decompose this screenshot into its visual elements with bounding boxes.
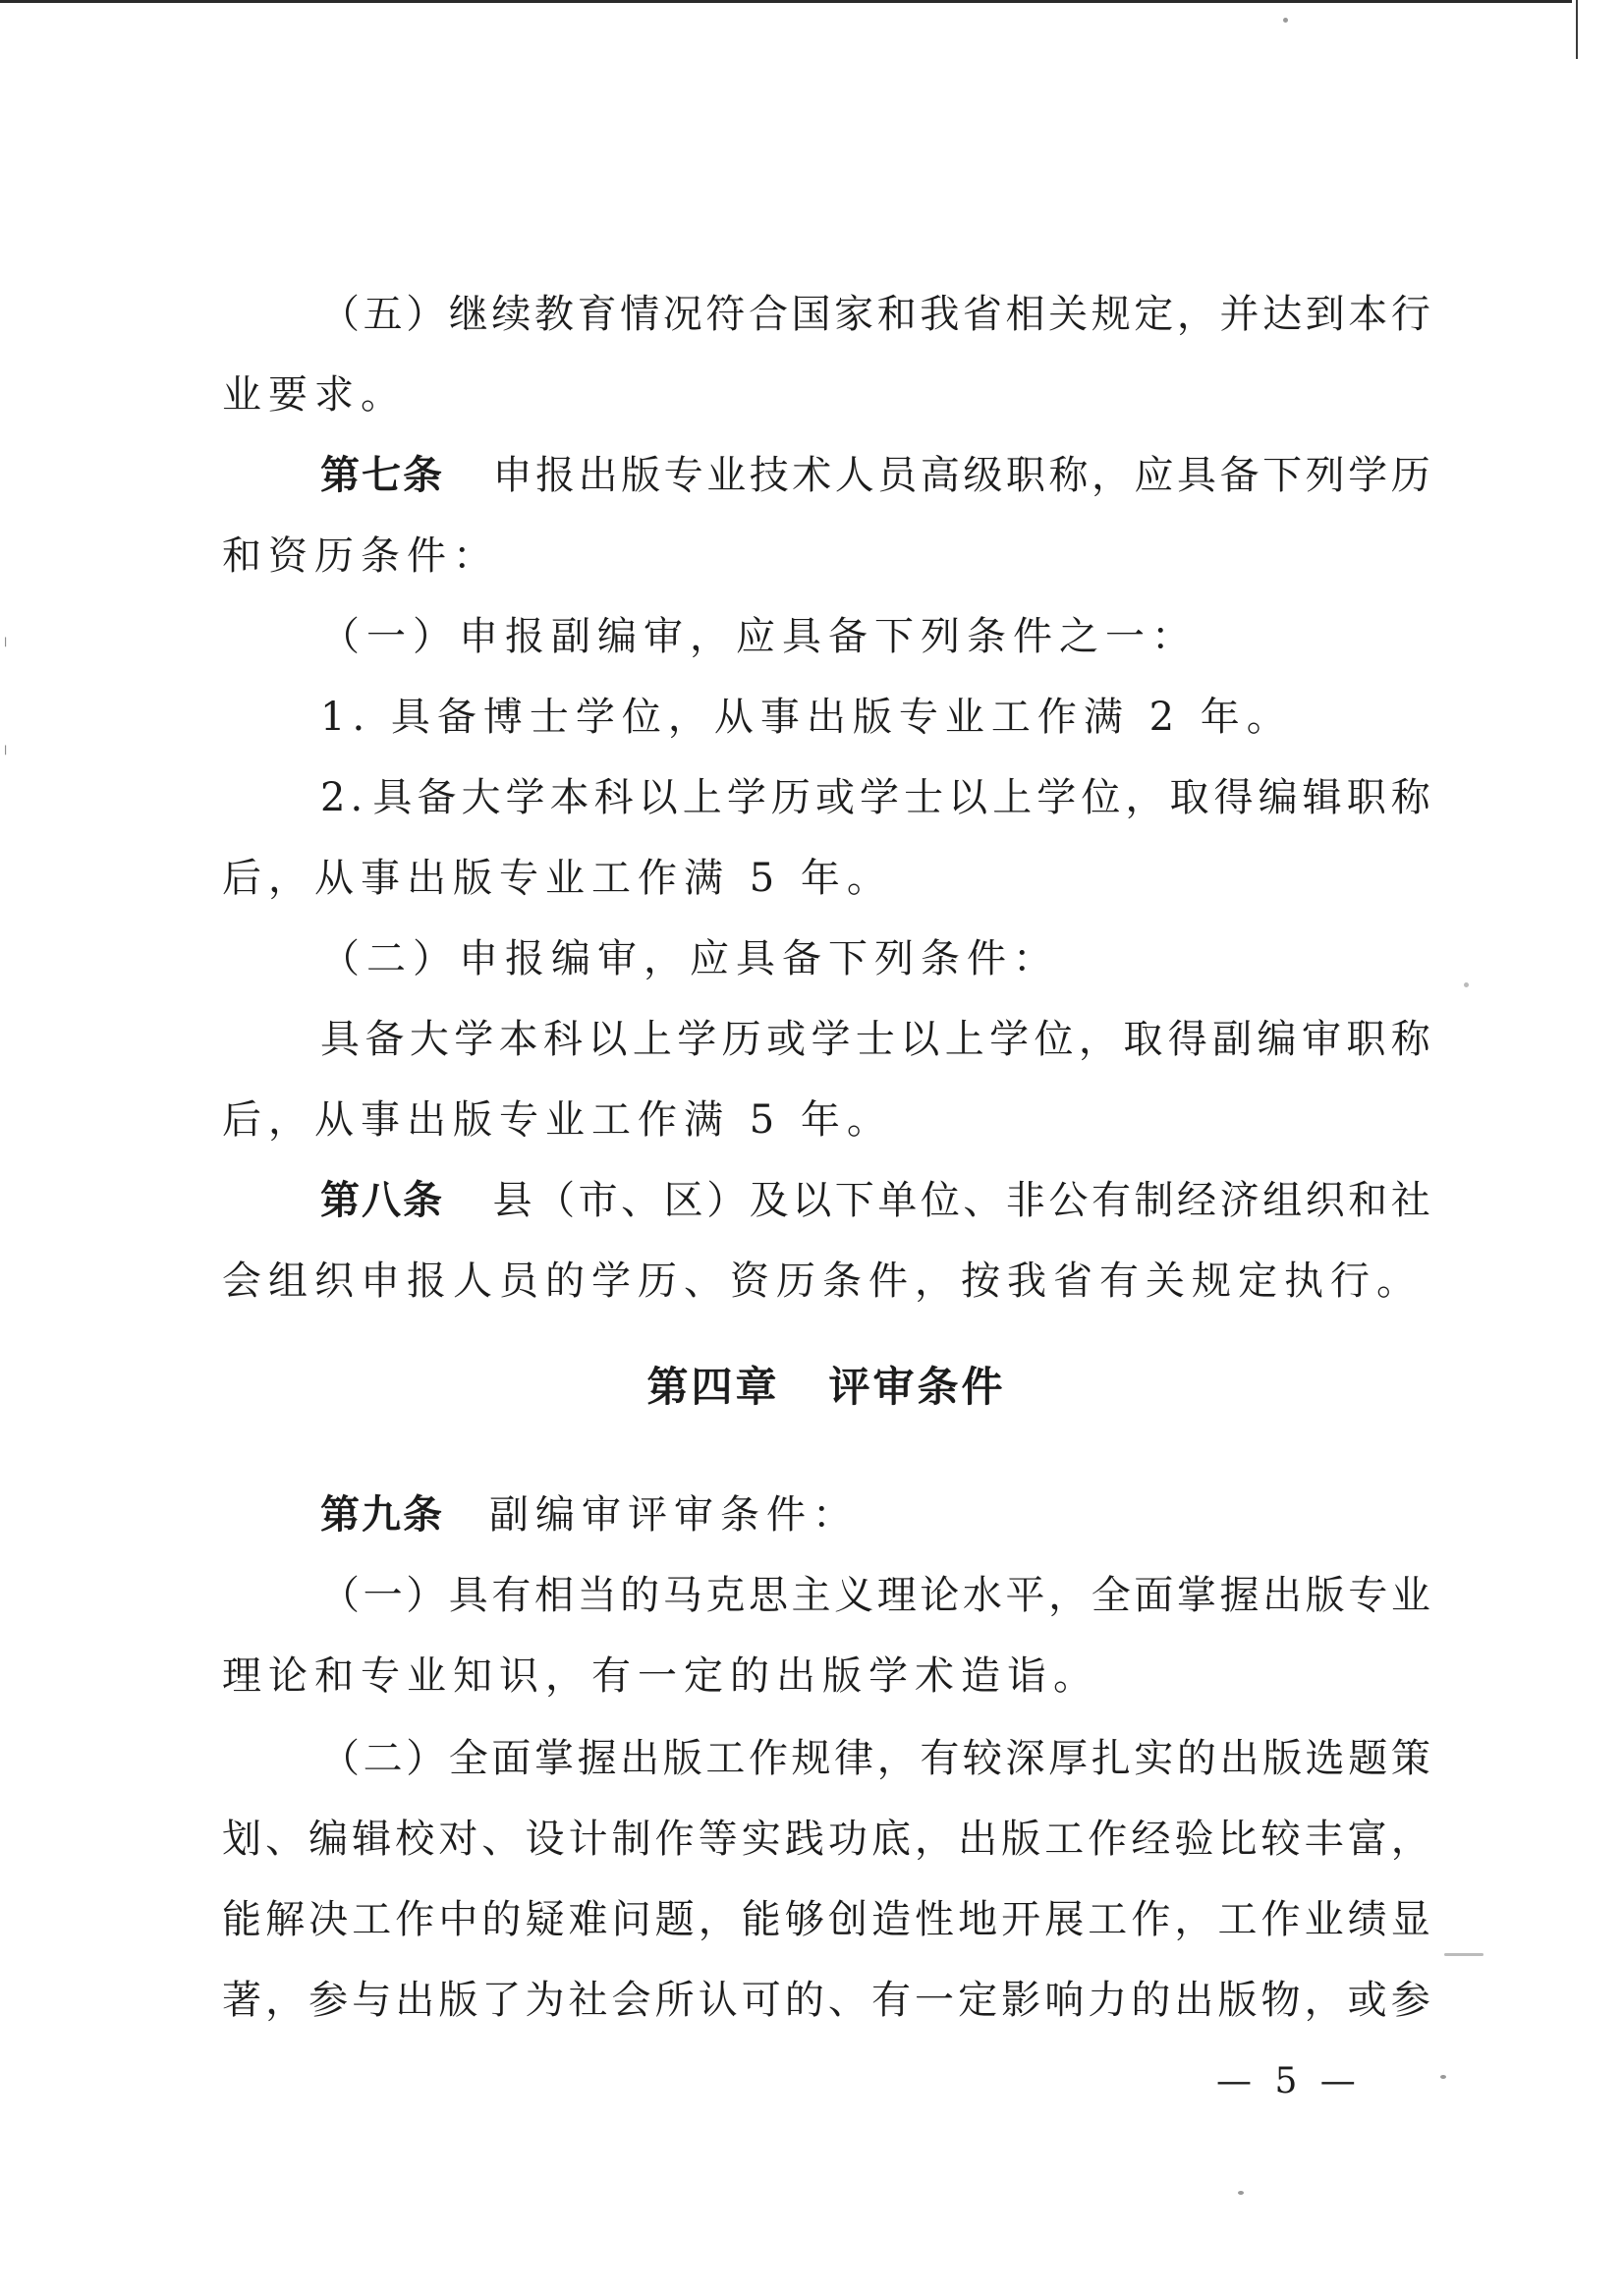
article-line <box>222 1485 859 1544</box>
paragraph-line <box>222 849 893 908</box>
binding-mark: | <box>4 745 8 756</box>
paragraph-line: 著 ， 参 与 出 版 了 为 社 会 所 认 可 的 、 有 一 定 影 响 力 的 出 版 物 ， 或 参 <box>222 1978 1430 2023</box>
paragraph-line <box>222 527 499 586</box>
text: 1. 具备博士学位，从事出版专业工作满 2 年。 <box>320 695 1293 740</box>
paragraph-line <box>222 365 407 424</box>
paragraph-line <box>222 607 1198 666</box>
paragraph-line: （ 五 ） 继 续 教 育 情 况 符 合 国 家 和 我 省 相 关 规 定 ， 并 达 到 本 行 <box>320 292 1430 337</box>
text: （二）申报编审，应具备下列条件： <box>320 936 1059 981</box>
paragraph-line <box>222 688 1293 747</box>
article-line: 第八条 县 （ 市 、 区 ） 及 以 下 单 位 、 非 公 有 制 经 济 组 织 和 社 <box>222 1171 1430 1230</box>
page-number: — 5 — <box>1216 2061 1362 2101</box>
text: （一）申报副编审，应具备下列条件之一： <box>320 614 1198 659</box>
paragraph-line <box>222 1252 1423 1311</box>
text: 和资历条件： <box>222 533 499 579</box>
scan-speck <box>1444 1953 1484 1956</box>
paragraph-line: 能 解 决 工 作 中 的 疑 难 问 题 ， 能 够 创 造 性 地 开 展 工 作 ， 工 作 业 绩 显 <box>222 1897 1430 1942</box>
scan-speck <box>1464 982 1469 987</box>
article-heading: 第七条 <box>320 453 444 498</box>
paragraph-line <box>222 1091 893 1149</box>
article-heading: 第九条 <box>320 1492 444 1538</box>
chapter-heading <box>222 1358 1430 1417</box>
text: 理论和专业知识，有一定的出版学术造诣。 <box>222 1653 1099 1699</box>
paragraph-line: （ 二 ） 全 面 掌 握 出 版 工 作 规 律 ， 有 较 深 厚 扎 实 的 出 版 选 题 策 <box>320 1736 1430 1781</box>
text: 后，从事出版专业工作满 5 年。 <box>222 856 893 901</box>
scan-edge-top <box>0 0 1572 3</box>
scan-edge-right <box>1576 0 1578 59</box>
binding-mark: | <box>4 637 8 647</box>
chapter-number: 第四章 <box>646 1363 780 1411</box>
paragraph-line: 划 、 编 辑 校 对 、 设 计 制 作 等 实 践 功 底 ， 出 版 工 作 经 验 比 较 丰 富 ， <box>222 1817 1430 1862</box>
article-heading: 第八条 <box>320 1178 444 1223</box>
paragraph-line <box>222 1647 1099 1706</box>
text: 业要求。 <box>222 372 407 418</box>
paragraph-line: 具 备 大 学 本 科 以 上 学 历 或 学 士 以 上 学 位 ， 取 得 副 编 审 职 称 <box>320 1017 1430 1062</box>
article-line: 第七条 申 报 出 版 专 业 技 术 人 员 高 级 职 称 ， 应 具 备 下 列 学 历 <box>222 446 1430 505</box>
text: 会组织申报人员的学历、资历条件，按我省有关规定执行。 <box>222 1259 1423 1304</box>
chapter-title: 评审条件 <box>828 1363 1006 1411</box>
scan-speck <box>1238 2191 1244 2195</box>
text: 副编审评审条件： <box>489 1492 859 1538</box>
text: 后，从事出版专业工作满 5 年。 <box>222 1097 893 1143</box>
scan-speck <box>1283 18 1288 23</box>
paragraph-line: 2 . 具 备 大 学 本 科 以 上 学 历 或 学 士 以 上 学 位 ， 取 得 编 辑 职 称 <box>320 775 1430 820</box>
scan-speck <box>1440 2075 1446 2079</box>
paragraph-line: （ 一 ） 具 有 相 当 的 马 克 思 主 义 理 论 水 平 ， 全 面 掌 握 出 版 专 业 <box>320 1573 1430 1618</box>
paragraph-line <box>222 929 1059 988</box>
